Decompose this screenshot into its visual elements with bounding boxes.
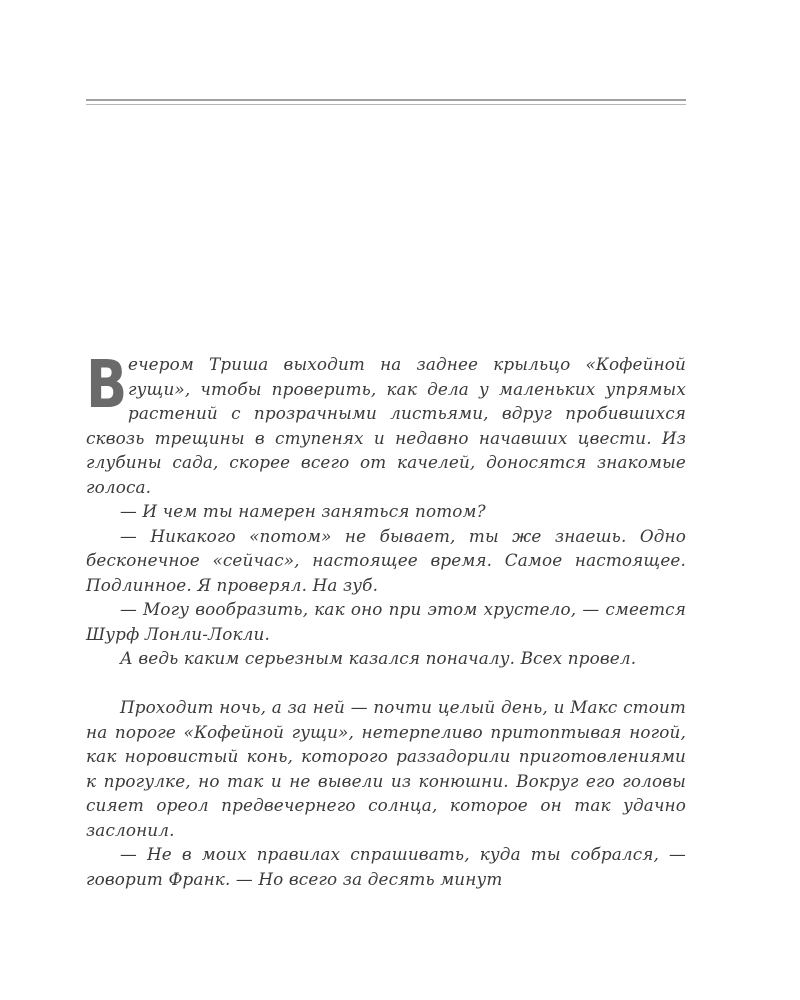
paragraph-6: Проходит ночь, а за ней — почти целый день, и Макс стоит на пороге «Кофейной гущи», нетерпеливо притоптывая ногой, как норовистый конь, которого раззадорили приготовлениями к прогулке, но так и не вывели из конюшни. Вокруг его головы сияет ореол предвечернего солнца, которое он так удачно заслонил. <box>86 697 686 840</box>
header-rule-top <box>86 99 686 101</box>
body-text <box>86 346 686 891</box>
paragraph-4: — Могу вообразить, как оно при этом хрустело, — смеется Шурф Лонли-Локли. <box>86 599 686 644</box>
paragraph-1-text: ечером Триша выходит на заднее крыльцо «Кофейной гущи», чтобы проверить, как дела у маленьких упрямых растений с прозрачными листьями, вдруг пробившихся сквозь трещины в ступенях и недавно начавших цвести. Из глубины сада, скорее всего от качелей, доносятся знакомые голоса. <box>86 354 686 497</box>
paragraph-1 <box>86 346 686 499</box>
paragraph-5: А ведь каким серьезным казался поначалу. Всех провел. <box>120 648 637 668</box>
paragraph-7: — Не в моих правилах спрашивать, куда ты собрался, — говорит Франк. — Но всего за десять минут <box>86 844 686 889</box>
paragraph-2: — И чем ты намерен заняться потом? <box>120 501 486 521</box>
paragraph-3: — Никакого «потом» не бывает, ты же знаешь. Одно бесконечное «сейчас», настоящее время. Самое настоящее. Подлинное. Я проверял. На зуб. <box>86 525 686 595</box>
header-rule-bottom <box>86 104 686 105</box>
drop-cap: В <box>86 346 127 423</box>
